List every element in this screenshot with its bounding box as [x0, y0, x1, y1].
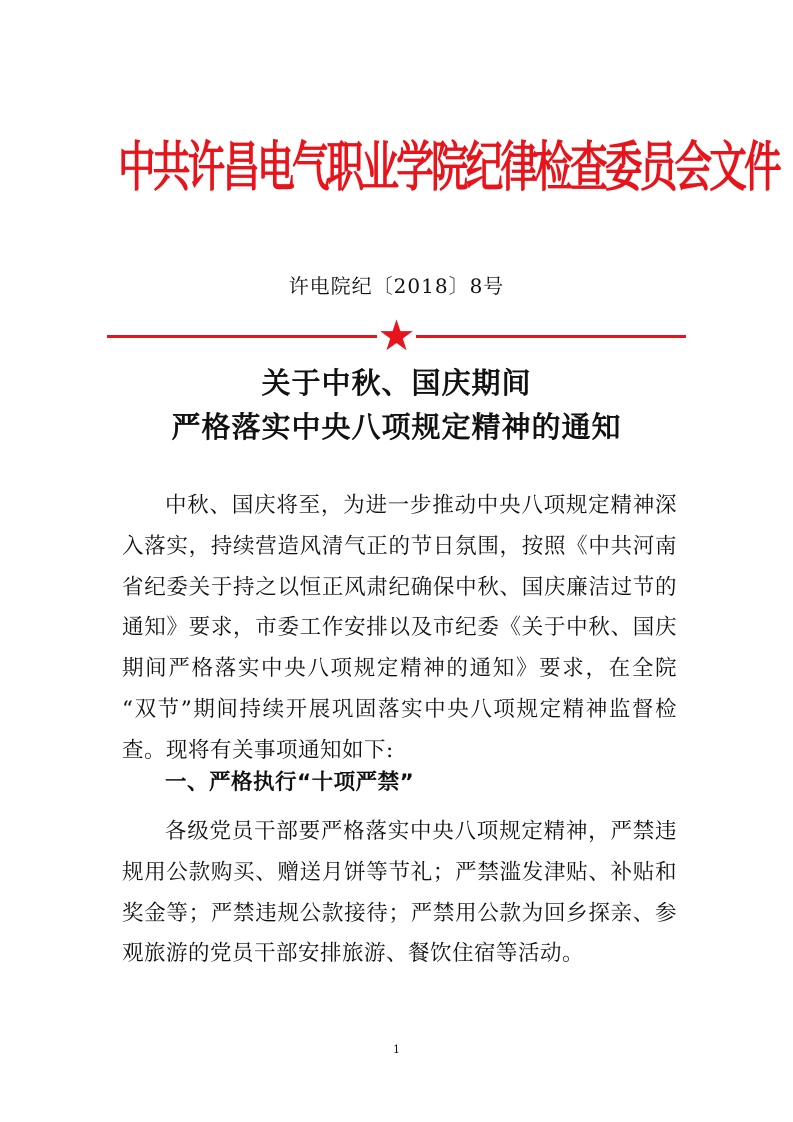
page-number: 1 [393, 1043, 400, 1056]
document-number: 许电院纪〔2018〕8号 [288, 274, 505, 298]
star-icon [379, 318, 414, 353]
red-divider-left [107, 335, 377, 338]
body-paragraph-intro: 中秋、国庆将至，为进一步推动中央八项规定精神深入落实，持续营造风清气正的节日氛围，按照《中共河南省纪委关于持之以恒正风肃纪确保中秋、国庆廉洁过节的通知》要求，市委工作安排以及市纪委《关于中秋、国庆期间严格落实中央八项规定精神的通知》要求，在全院 “双节”期间持续开展巩固落实中央八项规定精神监督检查。现将有关事项通知如下: [122, 493, 677, 763]
body-paragraph-section-1: 各级党员干部要严格落实中央八项规定精神，严禁违规用公款购买、赠送月饼等节礼；严禁滥发津贴、补贴和奖金等；严禁违规公款接待；严禁用公款为回乡探亲、参观旅游的党员干部安排旅游、餐饮住宿等活动。 [122, 819, 677, 967]
notice-title-line-2: 严格落实中央八项规定精神的通知 [171, 410, 622, 444]
notice-title-line-1: 关于中秋、国庆期间 [261, 366, 532, 400]
organization-title: 中共许昌电气职业学院纪律检查委员会文件 [118, 135, 779, 200]
section-heading-1: 一、严格执行“十项严禁” [165, 770, 415, 795]
red-divider-right [416, 335, 686, 338]
